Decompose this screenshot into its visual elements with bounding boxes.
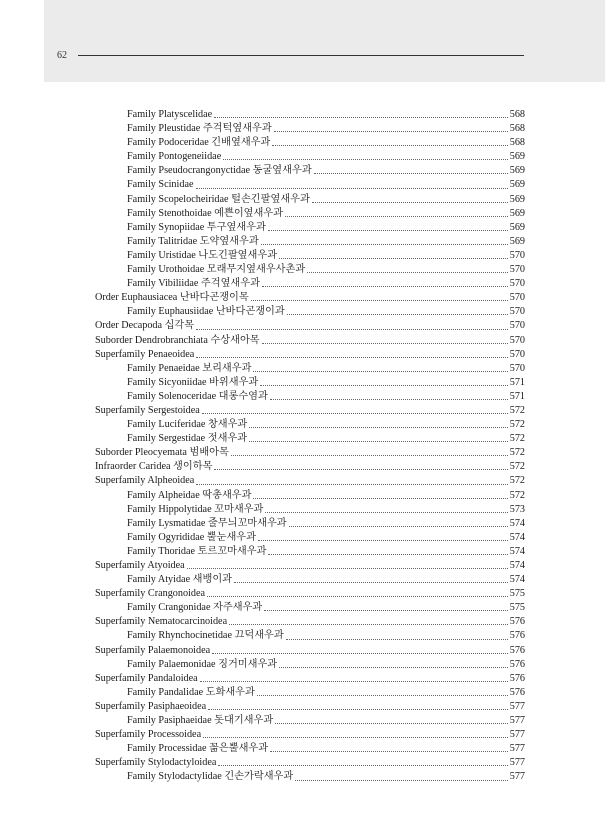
toc-entry <box>95 193 525 207</box>
toc-leader-dots <box>268 229 508 231</box>
toc-leader-dots <box>196 187 508 189</box>
toc-entry <box>95 460 525 474</box>
toc-entry <box>95 559 525 573</box>
toc-entry <box>95 700 525 714</box>
toc-entry-page: 577 <box>509 715 525 727</box>
toc-entry-page: 568 <box>509 137 525 149</box>
toc-leader-dots <box>196 483 507 485</box>
toc-entry <box>95 348 525 362</box>
toc-entry-title: Superfamily Sergestoidea <box>95 404 200 416</box>
toc-leader-dots <box>289 525 508 527</box>
toc-entry-page: 572 <box>509 475 525 487</box>
toc-entry <box>95 489 525 503</box>
toc-leader-dots <box>187 567 508 569</box>
toc-entry <box>95 742 525 756</box>
toc-entry-page: 570 <box>509 348 525 360</box>
toc-leader-dots <box>231 454 508 456</box>
toc-entry <box>95 404 525 418</box>
toc-entry-title: Superfamily Processoidea <box>95 729 202 741</box>
toc-entry-page: 569 <box>509 165 525 177</box>
toc-entry <box>95 714 525 728</box>
toc-entry <box>95 474 525 488</box>
toc-leader-dots <box>286 638 508 640</box>
toc-entry-title: Family Scopelocheiridae 털손긴팔옆새우과 <box>127 193 310 205</box>
toc-entry-page: 572 <box>509 489 525 501</box>
toc-entry-title: Family Urothoidae 모래무지옆새우사촌과 <box>127 264 306 276</box>
toc-entry-title: Superfamily Nematocarcinoidea <box>95 616 228 628</box>
toc-leader-dots <box>212 652 508 654</box>
toc-leader-dots <box>274 130 508 132</box>
toc-entry-page: 570 <box>509 264 525 276</box>
toc-entry <box>95 531 525 545</box>
header-rule <box>78 55 524 56</box>
toc-entry-page: 576 <box>509 616 525 628</box>
toc-entry-page: 570 <box>509 320 525 332</box>
toc-leader-dots <box>214 116 508 118</box>
toc-leader-dots <box>207 595 508 597</box>
toc-entry <box>95 150 525 164</box>
toc-entry-page: 569 <box>509 179 525 191</box>
toc-entry-page: 569 <box>509 235 525 247</box>
toc-entry <box>95 319 525 333</box>
toc-leader-dots <box>229 623 508 625</box>
toc-entry-page: 574 <box>509 517 525 529</box>
toc-leader-dots <box>265 511 507 513</box>
toc-entry-title: Superfamily Pandaloidea <box>95 672 198 684</box>
toc-entry <box>95 277 525 291</box>
toc-entry-title: Family Talitridae 도약옆새우과 <box>127 235 259 247</box>
toc-entry <box>95 756 525 770</box>
toc-entry-page: 577 <box>509 757 525 769</box>
toc-entry-title: Family Palaemonidae 징거미새우과 <box>127 658 278 670</box>
toc-leader-dots <box>279 666 508 668</box>
toc-leader-dots <box>260 384 507 386</box>
toc-entry <box>95 263 525 277</box>
toc-leader-dots <box>257 694 508 696</box>
toc-entry-page: 575 <box>509 588 525 600</box>
toc-entry-title: Family Hippolytidae 꼬마새우과 <box>127 503 264 515</box>
toc-entry-page: 573 <box>509 503 525 515</box>
toc-leader-dots <box>262 342 508 344</box>
toc-leader-dots <box>249 426 507 428</box>
toc-entry-page: 569 <box>509 151 525 163</box>
toc-entry-page: 570 <box>509 362 525 374</box>
toc-entry <box>95 305 525 319</box>
toc-entry-page: 576 <box>509 658 525 670</box>
toc-entry <box>95 178 525 192</box>
toc-entry-page: 569 <box>509 221 525 233</box>
toc-entry-page: 570 <box>509 292 525 304</box>
toc-entry-title: Superfamily Atyoidea <box>95 560 185 571</box>
toc-entry-page: 572 <box>509 461 525 473</box>
toc-entry-page: 569 <box>509 193 525 205</box>
toc-entry-title: Family Pontogeneiidae <box>127 151 222 163</box>
toc-entry <box>95 672 525 686</box>
toc-entry <box>95 418 525 432</box>
toc-entry <box>95 517 525 531</box>
toc-entry <box>95 587 525 601</box>
toc-entry <box>95 629 525 643</box>
toc-entry-title: Family Pleustidae 주걱턱옆새우과 <box>127 123 272 135</box>
toc-entry-page: 576 <box>509 672 525 684</box>
toc-entry-page: 576 <box>509 686 525 698</box>
toc-entry <box>95 108 525 122</box>
toc-entry-title: Infraorder Caridea 생이하목 <box>95 461 213 473</box>
toc-leader-dots <box>272 144 507 146</box>
toc-entry-title: Family Platyscelidae <box>127 109 213 120</box>
toc-entry-title: Family Rhynchocinetidae 끄덕새우과 <box>127 630 284 642</box>
toc-entry <box>95 503 525 517</box>
toc-entry-title: Family Thoridae 토르꼬마새우과 <box>127 545 267 557</box>
toc-entry-page: 571 <box>509 390 525 402</box>
toc-entry <box>95 136 525 150</box>
toc-entry <box>95 235 525 249</box>
toc-entry-title: Family Stenothoidae 예쁜이옆새우과 <box>127 207 284 219</box>
page-number: 62 <box>57 50 67 61</box>
toc-leader-dots <box>202 412 508 414</box>
toc-entry <box>95 362 525 376</box>
toc-entry-title: Family Pseudocrangonyctidae 동굴옆새우과 <box>127 165 312 177</box>
toc-entry-title: Family Processidae 꼶은뿔새우과 <box>127 743 269 755</box>
toc-entry <box>95 658 525 672</box>
toc-entry-page: 576 <box>509 644 525 656</box>
toc-leader-dots <box>234 581 508 583</box>
toc-entry-title: Order Euphausiacea 난바다곤쟁이목 <box>95 292 249 304</box>
table-of-contents <box>95 108 525 785</box>
toc-leader-dots <box>200 680 508 682</box>
toc-entry <box>95 601 525 615</box>
toc-leader-dots <box>307 271 508 273</box>
toc-leader-dots <box>270 750 508 752</box>
toc-leader-dots <box>214 468 507 470</box>
toc-entry-page: 568 <box>509 123 525 135</box>
toc-entry <box>95 376 525 390</box>
toc-entry <box>95 545 525 559</box>
toc-entry-title: Family Alpheidae 딱총새우과 <box>127 489 252 501</box>
toc-entry-page: 571 <box>509 376 525 388</box>
toc-entry-title: Family Scinidae <box>127 179 194 191</box>
toc-entry-title: Family Sicyoniidae 바위새우과 <box>127 376 259 388</box>
toc-leader-dots <box>249 440 508 442</box>
toc-leader-dots <box>285 215 508 217</box>
toc-entry-title: Family Euphausiidae 난바다곤쟁이과 <box>127 306 285 318</box>
toc-leader-dots <box>264 609 508 611</box>
toc-leader-dots <box>261 243 508 245</box>
toc-entry-title: Superfamily Penaeoidea <box>95 348 195 360</box>
toc-leader-dots <box>208 708 508 710</box>
toc-entry-title: Family Vibiliidae 주걱옆새우과 <box>127 278 260 290</box>
toc-leader-dots <box>295 779 507 781</box>
toc-leader-dots <box>262 285 508 287</box>
toc-leader-dots <box>314 172 508 174</box>
toc-entry-page: 574 <box>509 574 525 586</box>
toc-entry-page: 572 <box>509 433 525 445</box>
toc-leader-dots <box>258 539 508 541</box>
toc-entry-title: Family Sergestidae 젓새우과 <box>127 433 248 445</box>
toc-entry-title: Family Solenoceridae 대롱수염과 <box>127 390 268 402</box>
toc-entry-title: Order Decapoda 십각목 <box>95 320 195 332</box>
toc-entry-title: Superfamily Palaemonoidea <box>95 644 211 656</box>
toc-leader-dots <box>253 370 507 372</box>
toc-entry <box>95 615 525 629</box>
toc-leader-dots <box>203 736 508 738</box>
toc-entry <box>95 334 525 348</box>
toc-entry <box>95 573 525 587</box>
toc-leader-dots <box>287 313 508 315</box>
toc-entry-page: 572 <box>509 447 525 459</box>
toc-entry <box>95 122 525 136</box>
toc-entry-title: Superfamily Alpheoidea <box>95 475 195 487</box>
header-band <box>44 0 605 82</box>
toc-entry-title: Superfamily Stylodactyloidea <box>95 757 217 769</box>
toc-entry-page: 574 <box>509 531 525 543</box>
toc-entry-page: 568 <box>509 109 525 120</box>
toc-entry-title: Superfamily Crangonoidea <box>95 588 206 600</box>
toc-entry <box>95 221 525 235</box>
toc-entry-page: 574 <box>509 560 525 571</box>
toc-entry-page: 575 <box>509 602 525 614</box>
toc-entry-page: 576 <box>509 630 525 642</box>
toc-leader-dots <box>223 158 507 160</box>
toc-entry-page: 577 <box>509 743 525 755</box>
toc-entry-title: Suborder Pleocyemata 범배아목 <box>95 447 229 459</box>
toc-entry-page: 570 <box>509 334 525 346</box>
toc-entry-title: Family Synopiidae 투구옆새우과 <box>127 221 266 233</box>
toc-entry-page: 577 <box>509 729 525 741</box>
toc-entry <box>95 644 525 658</box>
toc-entry <box>95 770 525 784</box>
toc-leader-dots <box>275 722 508 724</box>
toc-entry <box>95 446 525 460</box>
toc-entry-page: 577 <box>509 700 525 712</box>
toc-entry <box>95 291 525 305</box>
toc-entry <box>95 249 525 263</box>
toc-entry-page: 570 <box>509 249 525 261</box>
toc-entry-page: 570 <box>509 306 525 318</box>
toc-leader-dots <box>218 764 507 766</box>
toc-leader-dots <box>196 328 508 330</box>
toc-entry-title: Family Uristidae 나도긴팔옆새우과 <box>127 249 278 261</box>
toc-entry-title: Family Ogyrididae 뿔눈새우과 <box>127 531 256 543</box>
toc-leader-dots <box>196 356 507 358</box>
toc-entry <box>95 207 525 221</box>
toc-entry-title: Family Podoceridae 긴배옆새우과 <box>127 137 271 149</box>
toc-entry-page: 572 <box>509 404 525 416</box>
toc-entry-page: 574 <box>509 545 525 557</box>
toc-entry-page: 572 <box>509 419 525 431</box>
toc-entry <box>95 686 525 700</box>
toc-entry-title: Family Penaeidae 보리새우과 <box>127 362 252 374</box>
toc-leader-dots <box>279 257 508 259</box>
toc-entry-title: Suborder Dendrobranchiata 수상새아목 <box>95 334 260 346</box>
toc-leader-dots <box>270 398 508 400</box>
toc-leader-dots <box>312 201 508 203</box>
toc-leader-dots <box>251 299 508 301</box>
toc-entry-title: Family Stylodactylidae 긴손가락새우과 <box>127 771 294 783</box>
toc-entry-title: Family Lysmatidae 줄무늬꼬마새우과 <box>127 517 287 529</box>
toc-entry-page: 569 <box>509 207 525 219</box>
toc-leader-dots <box>268 553 507 555</box>
toc-entry-title: Family Crangonidae 자주새우과 <box>127 602 263 614</box>
toc-leader-dots <box>253 497 507 499</box>
toc-entry-page: 570 <box>509 278 525 290</box>
toc-entry <box>95 390 525 404</box>
toc-entry <box>95 164 525 178</box>
toc-entry-title: Family Atyidae 새뱅이과 <box>127 574 233 586</box>
toc-entry-title: Superfamily Pasiphaeoidea <box>95 700 207 712</box>
toc-entry-title: Family Pandalidae 도화새우과 <box>127 686 255 698</box>
toc-entry-title: Family Pasiphaeidae 돗대기새우과 <box>127 715 274 727</box>
toc-entry <box>95 432 525 446</box>
toc-entry-page: 577 <box>509 771 525 783</box>
toc-entry-title: Family Luciferidae 창새우과 <box>127 419 248 431</box>
toc-entry <box>95 728 525 742</box>
